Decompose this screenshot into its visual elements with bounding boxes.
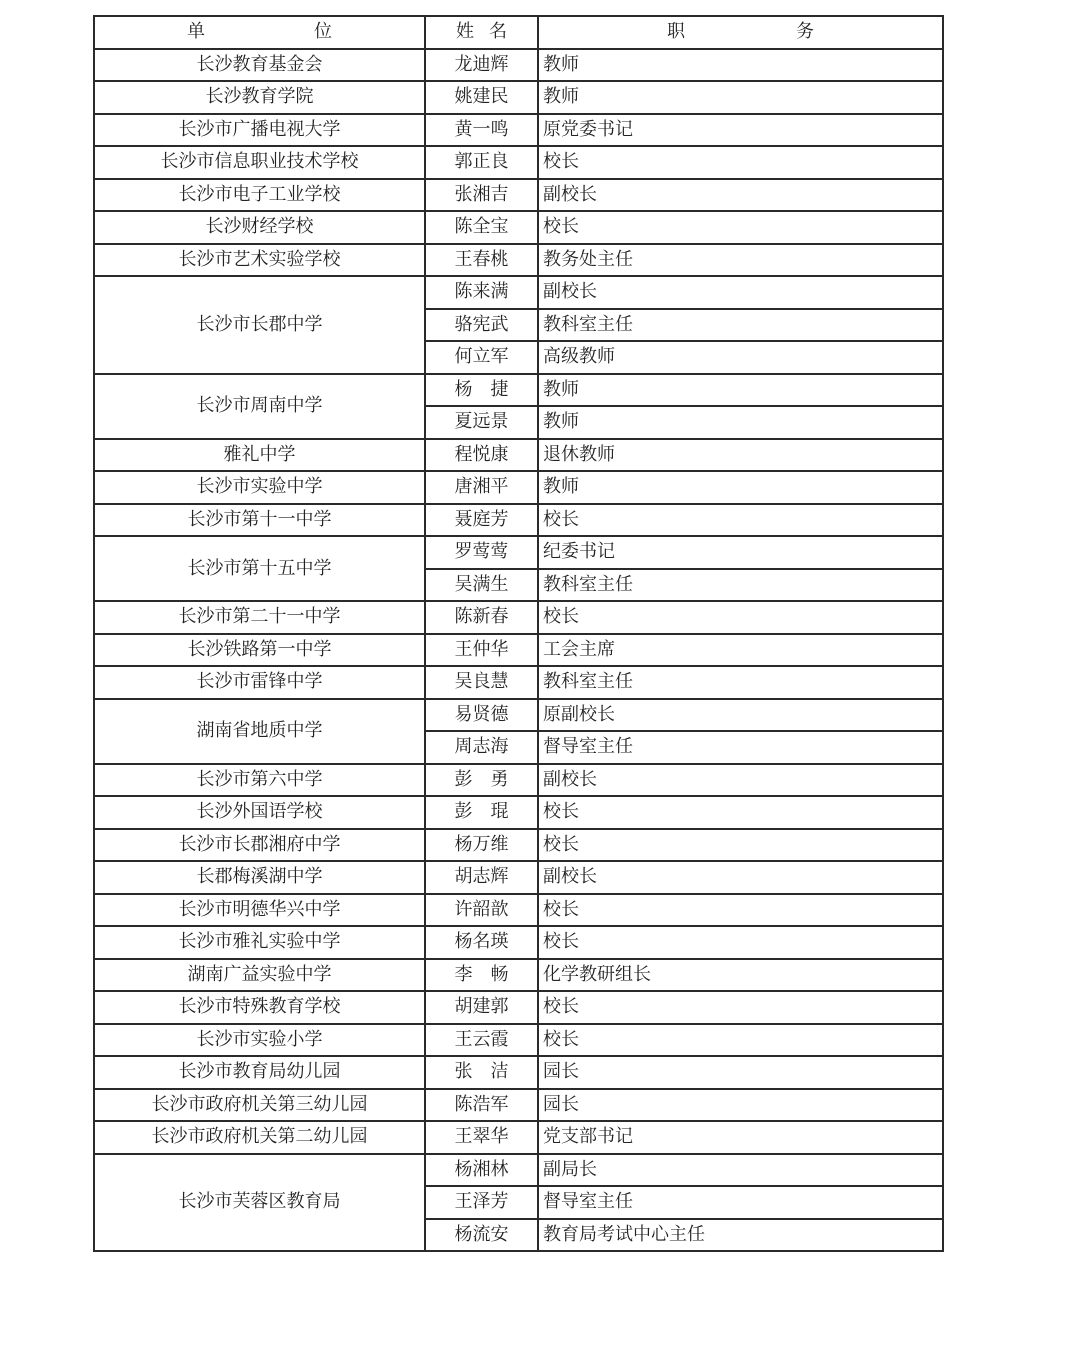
- role-cell: 副校长: [538, 764, 943, 797]
- name-cell: 彭 勇: [425, 764, 538, 797]
- unit-cell: 湖南省地质中学: [94, 699, 425, 764]
- unit-cell: 长沙市政府机关第三幼儿园: [94, 1089, 425, 1122]
- name-cell: 吴满生: [425, 569, 538, 602]
- unit-cell: 长沙外国语学校: [94, 796, 425, 829]
- name-cell: 吴良慧: [425, 666, 538, 699]
- unit-cell: 长沙财经学校: [94, 211, 425, 244]
- table-row: [94, 796, 943, 829]
- header-name: [425, 16, 538, 49]
- staff-table-body: [94, 16, 943, 1251]
- unit-cell: 长沙市明德华兴中学: [94, 894, 425, 927]
- table-row: [94, 211, 943, 244]
- role-cell: 园长: [538, 1056, 943, 1089]
- table-row: [94, 504, 943, 537]
- name-cell: 彭 琨: [425, 796, 538, 829]
- unit-cell: 长沙市第二十一中学: [94, 601, 425, 634]
- name-cell: 王春桃: [425, 244, 538, 277]
- name-cell: 陈新春: [425, 601, 538, 634]
- unit-cell: 湖南广益实验中学: [94, 959, 425, 992]
- unit-cell: 长沙市特殊教育学校: [94, 991, 425, 1024]
- header-role-char-2: 务: [796, 21, 814, 43]
- name-cell: 易贤德: [425, 699, 538, 732]
- unit-cell: 长郡梅溪湖中学: [94, 861, 425, 894]
- header-unit-char-2: 位: [314, 21, 332, 43]
- header-name-char-2: 名: [489, 21, 507, 43]
- role-cell: 教师: [538, 406, 943, 439]
- role-cell: 教科室主任: [538, 309, 943, 342]
- table-header-row: [94, 16, 943, 49]
- name-cell: 郭正良: [425, 146, 538, 179]
- unit-cell: 长沙市第十五中学: [94, 536, 425, 601]
- name-cell: 王云霞: [425, 1024, 538, 1057]
- table-row: [94, 829, 943, 862]
- unit-cell: 长沙教育基金会: [94, 49, 425, 82]
- unit-cell: 长沙市艺术实验学校: [94, 244, 425, 277]
- table-row: [94, 536, 943, 569]
- name-cell: 许韶歆: [425, 894, 538, 927]
- name-cell: 李 畅: [425, 959, 538, 992]
- role-cell: 副局长: [538, 1154, 943, 1187]
- role-cell: 退休教师: [538, 439, 943, 472]
- name-cell: 唐湘平: [425, 471, 538, 504]
- name-cell: 胡建郭: [425, 991, 538, 1024]
- role-cell: 化学教研组长: [538, 959, 943, 992]
- name-cell: 龙迪辉: [425, 49, 538, 82]
- role-cell: 教师: [538, 374, 943, 407]
- table-row: [94, 244, 943, 277]
- role-cell: 督导室主任: [538, 731, 943, 764]
- role-cell: 副校长: [538, 861, 943, 894]
- name-cell: 黄一鸣: [425, 114, 538, 147]
- unit-cell: 长沙市信息职业技术学校: [94, 146, 425, 179]
- table-row: [94, 764, 943, 797]
- header-role: [538, 16, 943, 49]
- table-row: [94, 114, 943, 147]
- unit-cell: 长沙市政府机关第二幼儿园: [94, 1121, 425, 1154]
- table-row: [94, 926, 943, 959]
- table-row: [94, 634, 943, 667]
- table-row: [94, 1056, 943, 1089]
- role-cell: 校长: [538, 504, 943, 537]
- unit-cell: 长沙市实验中学: [94, 471, 425, 504]
- name-cell: 聂庭芳: [425, 504, 538, 537]
- unit-cell: 雅礼中学: [94, 439, 425, 472]
- unit-cell: 长沙市电子工业学校: [94, 179, 425, 212]
- name-cell: 夏远景: [425, 406, 538, 439]
- name-cell: 杨名瑛: [425, 926, 538, 959]
- table-row: [94, 179, 943, 212]
- role-cell: 教科室主任: [538, 569, 943, 602]
- name-cell: 陈来满: [425, 276, 538, 309]
- table-row: [94, 601, 943, 634]
- role-cell: 教育局考试中心主任: [538, 1219, 943, 1252]
- table-row: [94, 666, 943, 699]
- table-row: [94, 991, 943, 1024]
- name-cell: 杨万维: [425, 829, 538, 862]
- unit-cell: 长沙市广播电视大学: [94, 114, 425, 147]
- role-cell: 校长: [538, 796, 943, 829]
- table-row: [94, 374, 943, 407]
- table-row: [94, 439, 943, 472]
- role-cell: 副校长: [538, 179, 943, 212]
- table-row: [94, 81, 943, 114]
- unit-cell: 长沙市长郡中学: [94, 276, 425, 374]
- name-cell: 罗莺莺: [425, 536, 538, 569]
- name-cell: 陈浩军: [425, 1089, 538, 1122]
- name-cell: 姚建民: [425, 81, 538, 114]
- role-cell: 校长: [538, 894, 943, 927]
- table-row: [94, 1024, 943, 1057]
- name-cell: 杨 捷: [425, 374, 538, 407]
- table-row: [94, 1121, 943, 1154]
- table-row: [94, 49, 943, 82]
- name-cell: 陈全宝: [425, 211, 538, 244]
- name-cell: 王仲华: [425, 634, 538, 667]
- staff-list-document: [93, 15, 942, 1252]
- role-cell: 教科室主任: [538, 666, 943, 699]
- role-cell: 校长: [538, 829, 943, 862]
- role-cell: 校长: [538, 1024, 943, 1057]
- table-row: [94, 699, 943, 732]
- table-row: [94, 1089, 943, 1122]
- unit-cell: 长沙市雷锋中学: [94, 666, 425, 699]
- name-cell: 王翠华: [425, 1121, 538, 1154]
- name-cell: 杨湘林: [425, 1154, 538, 1187]
- name-cell: 胡志辉: [425, 861, 538, 894]
- name-cell: 张 洁: [425, 1056, 538, 1089]
- table-row: [94, 276, 943, 309]
- name-cell: 骆宪武: [425, 309, 538, 342]
- header-unit: [94, 16, 425, 49]
- table-row: [94, 861, 943, 894]
- role-cell: 纪委书记: [538, 536, 943, 569]
- name-cell: 张湘吉: [425, 179, 538, 212]
- unit-cell: 长沙市实验小学: [94, 1024, 425, 1057]
- role-cell: 原副校长: [538, 699, 943, 732]
- name-cell: 周志海: [425, 731, 538, 764]
- header-name-char-1: 姓: [456, 21, 474, 43]
- unit-cell: 长沙市第十一中学: [94, 504, 425, 537]
- unit-cell: 长沙铁路第一中学: [94, 634, 425, 667]
- staff-table: [93, 15, 944, 1252]
- table-row: [94, 471, 943, 504]
- table-row: [94, 146, 943, 179]
- role-cell: 校长: [538, 146, 943, 179]
- role-cell: 高级教师: [538, 341, 943, 374]
- unit-cell: 长沙市雅礼实验中学: [94, 926, 425, 959]
- role-cell: 校长: [538, 601, 943, 634]
- role-cell: 党支部书记: [538, 1121, 943, 1154]
- unit-cell: 长沙市教育局幼儿园: [94, 1056, 425, 1089]
- table-row: [94, 959, 943, 992]
- header-role-char-1: 职: [667, 21, 685, 43]
- role-cell: 校长: [538, 926, 943, 959]
- role-cell: 园长: [538, 1089, 943, 1122]
- unit-cell: 长沙市周南中学: [94, 374, 425, 439]
- role-cell: 督导室主任: [538, 1186, 943, 1219]
- name-cell: 程悦康: [425, 439, 538, 472]
- header-unit-char-1: 单: [187, 21, 205, 43]
- role-cell: 校长: [538, 211, 943, 244]
- role-cell: 教师: [538, 81, 943, 114]
- name-cell: 杨流安: [425, 1219, 538, 1252]
- name-cell: 王泽芳: [425, 1186, 538, 1219]
- name-cell: 何立军: [425, 341, 538, 374]
- unit-cell: 长沙市第六中学: [94, 764, 425, 797]
- role-cell: 教师: [538, 49, 943, 82]
- table-row: [94, 1154, 943, 1187]
- role-cell: 原党委书记: [538, 114, 943, 147]
- role-cell: 教务处主任: [538, 244, 943, 277]
- role-cell: 工会主席: [538, 634, 943, 667]
- unit-cell: 长沙市长郡湘府中学: [94, 829, 425, 862]
- role-cell: 校长: [538, 991, 943, 1024]
- table-row: [94, 894, 943, 927]
- unit-cell: 长沙市芙蓉区教育局: [94, 1154, 425, 1252]
- role-cell: 副校长: [538, 276, 943, 309]
- unit-cell: 长沙教育学院: [94, 81, 425, 114]
- role-cell: 教师: [538, 471, 943, 504]
